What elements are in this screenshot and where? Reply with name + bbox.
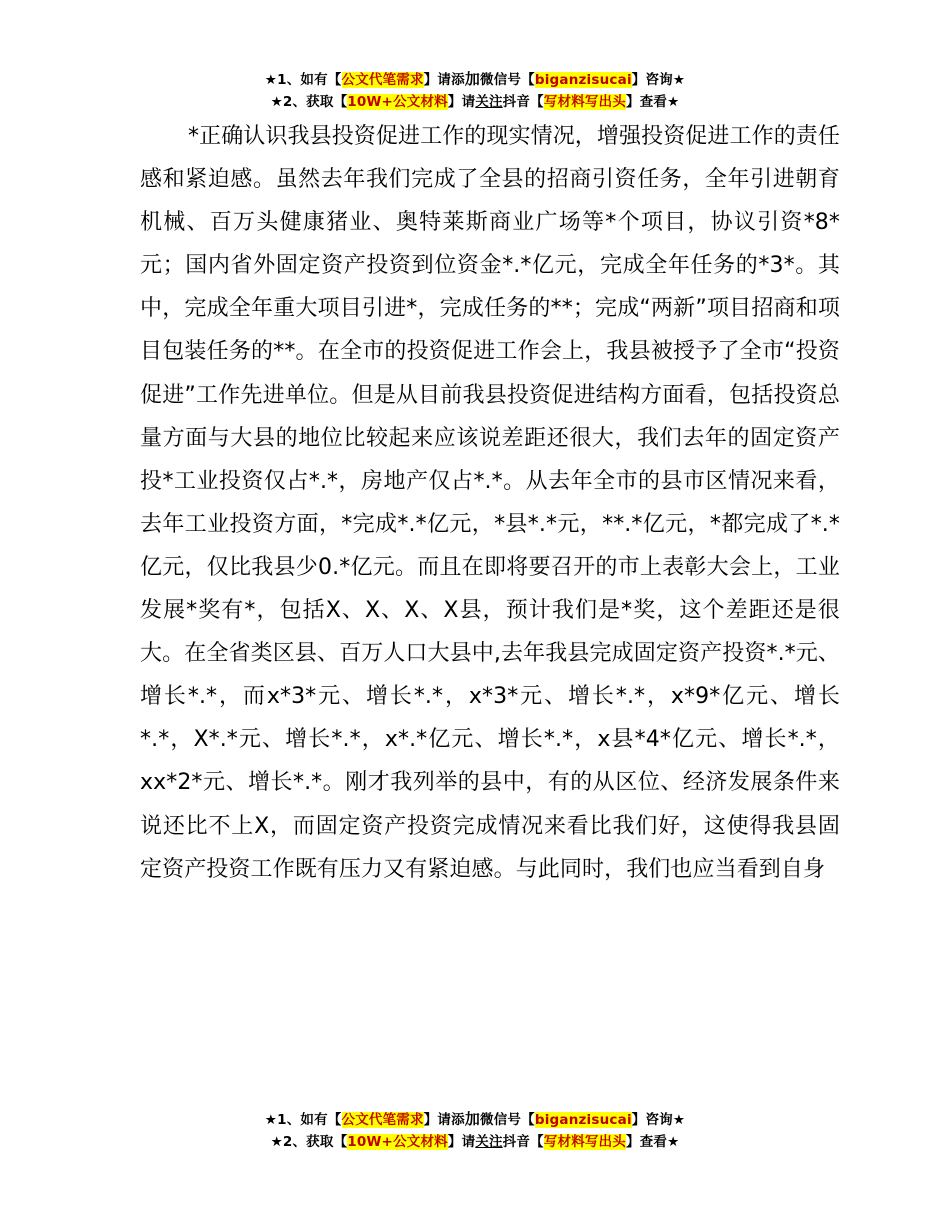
highlight-service: 公文代笔需求 (341, 1112, 424, 1128)
banner-line-2 (0, 1131, 950, 1153)
highlight-douyin-account: 写材料写出头 (543, 1134, 626, 1150)
banner-text: ★1、如有【 (264, 72, 342, 88)
banner-text: 】查看★ (626, 1134, 680, 1150)
banner-text: 微信号【 (480, 1112, 535, 1128)
highlight-wechat-id: biganzisucai (534, 1112, 632, 1128)
banner-text: 】咨询★ (631, 72, 686, 88)
banner-underlined-text: 关注 (475, 94, 503, 110)
footer-banner (0, 1108, 950, 1153)
banner-text: 】请添 (423, 72, 465, 88)
highlight-douyin-account: 写材料写出头 (543, 94, 626, 110)
highlight-wechat-id: biganzisucai (534, 72, 632, 88)
banner-text: ★1、如有【 (264, 1112, 342, 1128)
banner-text: 加 (464, 70, 481, 88)
banner-line-2 (0, 91, 950, 113)
banner-text: 加 (464, 1110, 481, 1128)
banner-text: 抖音【 (502, 1134, 544, 1150)
banner-text: 】请 (447, 1134, 476, 1150)
header-banner (0, 68, 950, 113)
banner-line-1 (0, 1108, 950, 1131)
banner-text: 抖音【 (502, 94, 544, 110)
banner-text: 】咨询★ (631, 1112, 686, 1128)
highlight-service: 公文代笔需求 (341, 72, 424, 88)
banner-text: ★2、获取【 (270, 1134, 348, 1150)
body-paragraph: *正确认识我县投资促进工作的现实情况，增强投资促进工作的责任感和紧迫感。虽然去年我们完成了全县的招商引资任务，全年引进朝育机械、百万头健康猪业、奥特莱斯商业广场等*个项目，协议引资*8*元；国内省外固定资产投资到位资金*.*亿元，完成全年任务的*3*。其中，完成全年重大项目引进*，完成任务的**；完成“两新”项目招商和项目包装任务的**。在全市的投资促进工作会上，我县被授予了全市“投资促进”工作先进单位。但是从目前我县投资促进结构方面看，包括投资总量方面与大县的地位比较起来应该说差距还很大，我们去年的固定资产投*工业投资仅占*.*，房地产仅占*.*。从去年全市的县市区情况来看，去年工业投资方面，*完成*.*亿元，*县*.*元，**.*亿元，*都完成了*.*亿元，仅比我县少0.*亿元。而且在即将要召开的市上表彰大会上，工业发展*奖有*，包括X、X、X、X县，预计我们是*奖，这个差距还是很大。在全省类区县、百万人口大县中,去年我县完成固定资产投资*.*元、增长*.*，而x*3*元、增长*.*，x*3*元、增长*.*，x*9*亿元、增长*.*，X*.*元、增长*.*，x*.*亿元、增长*.*，x县*4*亿元、增长*.*，xx*2*元、增长*.*。刚才我列举的县中，有的从区位、经济发展条件来说还比不上X，而固定资产投资完成情况来看比我们好，这使得我县固定资产投资工作既有压力又有紧迫感。与此同时，我们也应当看到自身 (140, 124, 841, 882)
banner-text: 】查看★ (626, 94, 680, 110)
banner-text: 微信号【 (480, 72, 535, 88)
banner-line-1 (0, 68, 950, 91)
banner-text: ★2、获取【 (270, 94, 348, 110)
highlight-materials: 10W+公文材料 (347, 1134, 448, 1150)
banner-underlined-text: 关注 (475, 1134, 503, 1150)
highlight-materials: 10W+公文材料 (347, 94, 448, 110)
banner-text: 】请添 (423, 1112, 465, 1128)
banner-text: 】请 (447, 94, 476, 110)
document-body (140, 115, 840, 891)
